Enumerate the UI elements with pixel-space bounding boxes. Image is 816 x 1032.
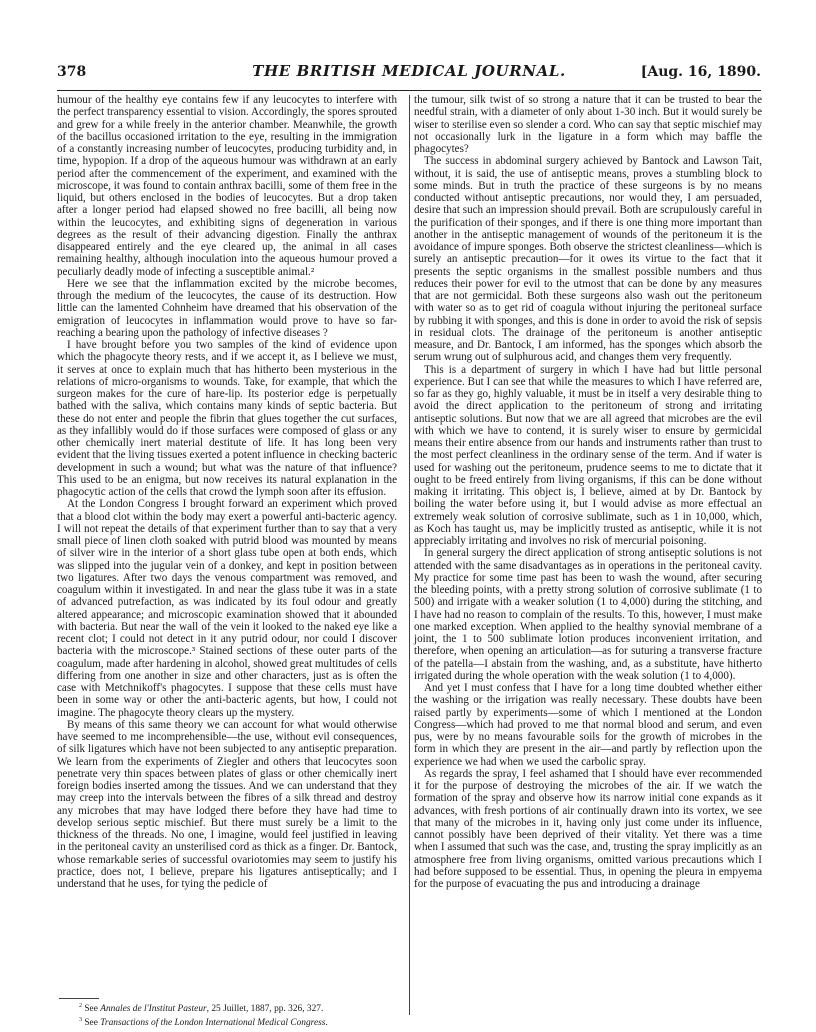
- paragraph: humour of the healthy eye contains few if any leucocytes to interfere with the perfect transparency essential to vision. Accordingly, the spores sprouted and grew for a while freely in the anterior chamber. Meanwhile, the growth of the bacillus occasioned irritation to the eye, resulting in the immigration of a constantly increasing number of leucocytes, producing turbidity and, in time, hypopion. If a drop of the aqueous humour was withdrawn at an early period after the commencement of the experiment, and examined with the microscope, it was found to contain anthrax bacilli, some of them free in the liquid, but others enclosed in the bodies of leucocytes. But a drop taken after a longer period had elapsed showed no free bacilli, all being now within the leucocytes, and exhibiting signs of degeneration in various degrees as the result of their advancing digestion. Finally the anthrax disappeared entirely and the eye cleared up, the animal in all cases remaining healthy, although inoculation into the aqueous humour proved a peculiarly deadly mode of infecting a susceptible animal.²: [57, 94, 397, 278]
- paragraph: the tumour, silk twist of so strong a nature that it can be trusted to bear the needful strain, with a diameter of only about 1-30 inch. But it would surely be wiser to sterilise even so slender a cord. Who can say that septic mischief may not occasionally lurk in the ligature in a form which may baffle the phagocytes?: [414, 94, 762, 155]
- paragraph: Here we see that the inflammation excited by the microbe becomes, through the medium of the leucocytes, the cause of its destruction. How little can the lamented Cohnheim have dreamed that his observation of the emigration of leucocytes in inflammation would prove to have so far-reaching a bearing upon the pathology of infective diseases ?: [57, 277, 397, 339]
- footnote-source: Annales de l'Institut Pasteur: [100, 1004, 207, 1015]
- right-column: [414, 94, 762, 1024]
- footnote-rule: [59, 998, 99, 999]
- footnote-suffix: , 25 Juillet, 1887, pp. 326, 327.: [206, 1004, 324, 1015]
- paragraph: And yet I must confess that I have for a long time doubted whether either the washing or the irrigation was really necessary. These doubts have been raised partly by experiments—some of which I mentioned at the London Congress—which had proved to me that normal blood and serum, and even pus, were by no means favourable soils for the growth of microbes in the form in which they are present in the air—and partly by reflection upon the experience we had when we used the carbolic spray.: [414, 682, 762, 768]
- footnote-prefix: See: [84, 1018, 101, 1029]
- footnote-mark: 2: [79, 1003, 82, 1009]
- footnote-mark: 3: [79, 1017, 82, 1024]
- footnote-source: Transactions of the London International Medical Congress: [100, 1018, 326, 1029]
- footnote-prefix: See: [84, 1004, 101, 1015]
- journal-title: THE BRITISH MEDICAL JOURNAL.: [252, 62, 566, 80]
- column-divider: [409, 95, 410, 1015]
- paragraph: As regards the spray, I feel ashamed that I should have ever recommended it for the purpose of destroying the microbes of the air. If we watch the formation of the spray and observe how its narrow initial cone expands as it advances, with fresh portions of air continually drawn into its vortex, we see that many of the microbes in it, having only just come under its influence, cannot possibly have been deprived of their vitality. Yet there was a time when I assumed that such was the case, and, trusting the spray implicitly as an atmosphere free from living organisms, omitted various precautions which I had before supposed to be essential. Thus, in opening the pleura in empyema for the purpose of evacuating the pus and introducing a drainage: [414, 767, 762, 890]
- page-number: 378: [57, 64, 87, 80]
- paragraph: At the London Congress I brought forward an experiment which proved that a blood clot within the body may exert a powerful anti-bacteric agency. I will not repeat the details of that experiment further than to say that a very small piece of linen cloth soaked with putrid blood was mounted by means of silver wire in the interior of a short glass tube open at both ends, which was slipped into the jugular vein of a donkey, and kept in position between two ligatures. After two days the venous compartment was removed, and coagulum within it investigated. In and near the glass tube it was in a state of advanced putrefaction, as was indicated by its foul odour and greatly altered appearance; and microscopic examination showed that it abounded with bacteria. But near the wall of the vein it looked to the naked eye like a recent clot; I could not detect in it any putrid odour, nor could I discover bacteria with the microscope.³ Stained sections of these outer parts of the coagulum, made after hardening in alcohol, showed great multitudes of cells differing from one another in size and other characters, just as is often the case with Metchnikoff's phagocytes. I suppose that these cells must have been in some way or other the anti-bacteric agents, but how, I could not imagine. The phagocyte theory clears up the mystery.: [57, 498, 397, 719]
- left-column: [57, 94, 397, 1000]
- footnote: [57, 1015, 397, 1029]
- issue-date: [Aug. 16, 1890.: [640, 64, 761, 80]
- header-rule: [57, 90, 761, 91]
- paragraph: I have brought before you two samples of the kind of evidence upon which the phagocyte theory rests, and if we accept it, as I believe we must, it serves at once to explain much that has hitherto been mysterious in the relations of micro-organisms to wounds. Take, for example, that which the surgeon makes for the cure of hare-lip. Its posterior edge is perpetually bathed with the saliva, which contains many kinds of septic bacteria. But these do not enter and people the fibrin that glues together the cut surfaces, as they infallibly would do if those surfaces were composed of glass or any other chemically inert material destitute of life. It has long been very evident that the living tissues exerted a potent influence in checking bacteric development in such a wound; but what was the nature of that influence? This used to be an enigma, but now receives its natural explanation in the phagocytic action of the cells that crowd the lymph soon after its effusion.: [57, 339, 397, 498]
- footnotes: [57, 998, 397, 1029]
- page-header: [57, 62, 761, 84]
- footnote-suffix: .: [325, 1018, 328, 1029]
- footnote: [57, 1001, 397, 1015]
- paragraph: This is a department of surgery in which I have had but little personal experience. But I can see that while the measures to which I have referred are, so far as they go, highly valuable, it must be in itself a very desirable thing to avoid the direct application to the peritoneum of strong and irritating antiseptic solutions. But now that we are all agreed that microbes are the evil with which we have to contend, it is surely wiser to ensure by germicidal means their entire absence from our hands and instruments rather than trust to the most perfect cleanliness in the ordinary sense of the term. And if water is used for washing out the peritoneum, prudence seems to me to dictate that it ought to be freed entirely from living organisms, if this can be done without making it irritating. This object is, I believe, aimed at by Dr. Bantock by boiling the water before using it, but I would advise as more effectual an extremely weak solution of corrosive sublimate, such as 1 in 10,000, which, as Koch has taught us, may be implicitly trusted as antiseptic, while it is not appreciably irritating and involves no risk of mercurial poisoning.: [414, 363, 762, 547]
- paragraph: The success in abdominal surgery achieved by Bantock and Lawson Tait, without, it is said, the use of antiseptic means, proves a stumbling block to some minds. But in truth the practice of these surgeons is by no means conducted without antiseptic precautions, nor would they, I am persuaded, desire that such an impression should prevail. Both are scrupulously careful in the purification of their sponges, and if there is one thing more important than another in the antiseptic management of wounds of the peritoneum it is the avoidance of impure sponges. Both observe the strictest cleanliness—which is surely an antiseptic precaution—for it owes its virtue to the fact that it presents the septic organisms in the smallest possible numbers and thus reduces their power for evil to the utmost that can be done by any measures that are not germicidal. Both these surgeons also wash out the peritoneum with water so as to get rid of coagula without injuring the peritoneal surface by rubbing it with sponges, and this is done in order to avoid the risk of sepsis in residual clots. The drainage of the peritoneum is another antiseptic measure, and Dr. Bantock, I am informed, has the sponges which absorb the serum wrung out of sulphurous acid, and changes them very frequently.: [414, 155, 762, 364]
- paragraph: In general surgery the direct application of strong antiseptic solutions is not attended with the same disadvantages as in operations in the peritoneal cavity. My practice for some time past has been to wash the wound, after securing the bleeding points, with a pretty strong solution of corrosive sublimate (1 to 500) and irrigate with a weaker solution (1 to 4,000) during the stitching, and I have had no reason to complain of the results. To this, however, I must make one marked exception. When applied to the healthy synovial membrane of a joint, the 1 to 500 sublimate lotion produces inconvenient irritation, and therefore, when opening an articulation—as for suturing a transverse fracture of the patella—I abstain from the washing, and, as a substitute, have hitherto irrigated during the whole operation with the weak solution (1 to 4,000).: [414, 547, 762, 682]
- paragraph: By means of this same theory we can account for what would otherwise have seemed to me incomprehensible—the use, without evil consequences, of silk ligatures which have not been subjected to any antiseptic preparation. We learn from the experiments of Ziegler and others that leucocytes soon penetrate very thin spaces between plates of glass or other chemically inert foreign bodies inserted among the tissues. And we can understand that they may creep into the intervals between the fibres of a silk thread and destroy any microbes that may have lodged there before they have had time to develop serious septic mischief. But there must surely be a limit to the thickness of the threads. No one, I imagine, would feel justified in leaving in the peritoneal cavity an unsterilised cord as thick as a finger. Dr. Bantock, whose remarkable series of successful ovariotomies may seem to justify his practice, does not, I believe, prepare his ligatures antiseptically; and I understand that he uses, for tying the pedicle of: [57, 718, 397, 890]
